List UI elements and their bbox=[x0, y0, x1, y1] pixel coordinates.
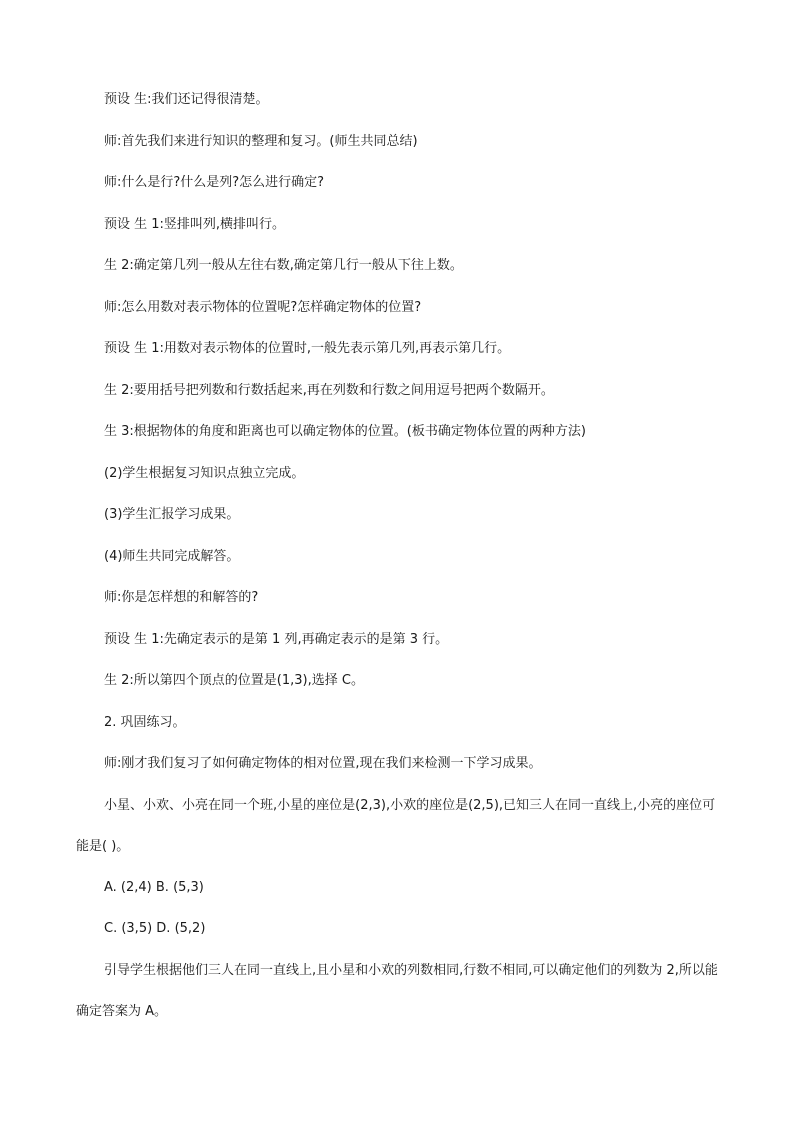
paragraph-2: 师:首先我们来进行知识的整理和复习。(师生共同总结) bbox=[104, 133, 418, 149]
paragraph-13: 师:你是怎样想的和解答的? bbox=[104, 590, 259, 605]
paragraph-12: (4)师生共同完成解答。 bbox=[104, 548, 240, 564]
paragraph-14: 预设 生 1:先确定表示的是第 1 列,再确定表示的是第 3 行。 bbox=[104, 631, 449, 647]
paragraph-9: 生 3:根据物体的角度和距离也可以确定物体的位置。(板书确定物体位置的两种方法) bbox=[104, 424, 586, 439]
paragraph-11: (3)学生汇报学习成果。 bbox=[104, 507, 240, 522]
paragraph-4: 预设 生 1:竖排叫列,横排叫行。 bbox=[104, 216, 286, 232]
paragraph-1: 预设 生:我们还记得很清楚。 bbox=[104, 92, 269, 107]
paragraph-6: 师:怎么用数对表示物体的位置呢?怎样确定物体的位置? bbox=[104, 299, 422, 315]
option-line-ab: A. (2,4) B. (5,3) bbox=[104, 879, 204, 895]
explanation-paragraph: 引导学生根据他们三人在同一直线上,且小星和小欢的列数相同,行数不相同,可以确定他们的列数为 2,所以能确定答案为 A。 bbox=[76, 962, 718, 1019]
paragraph-7: 预设 生 1:用数对表示物体的位置时,一般先表示第几列,再表示第几行。 bbox=[104, 341, 511, 356]
paragraph-5: 生 2:确定第几列一般从左往右数,确定第几行一般从下往上数。 bbox=[104, 258, 463, 273]
paragraph-10: (2)学生根据复习知识点独立完成。 bbox=[104, 465, 305, 481]
option-line-cd: C. (3,5) D. (5,2) bbox=[104, 921, 206, 936]
document-body bbox=[76, 86, 718, 1039]
paragraph-15: 生 2:所以第四个顶点的位置是(1,3),选择 C。 bbox=[104, 673, 364, 688]
paragraph-8: 生 2:要用括号把列数和行数括起来,再在列数和行数之间用逗号把两个数隔开。 bbox=[104, 382, 554, 398]
paragraph-17: 师:刚才我们复习了如何确定物体的相对位置,现在我们来检测一下学习成果。 bbox=[104, 756, 542, 771]
paragraph-3: 师:什么是行?什么是列?怎么进行确定? bbox=[104, 175, 325, 190]
paragraph-16: 2. 巩固练习。 bbox=[104, 714, 186, 730]
question-stem: 小星、小欢、小亮在同一个班,小星的座位是(2,3),小欢的座位是(2,5),已知三人在同一直线上,小亮的座位可能是( )。 bbox=[76, 797, 716, 854]
